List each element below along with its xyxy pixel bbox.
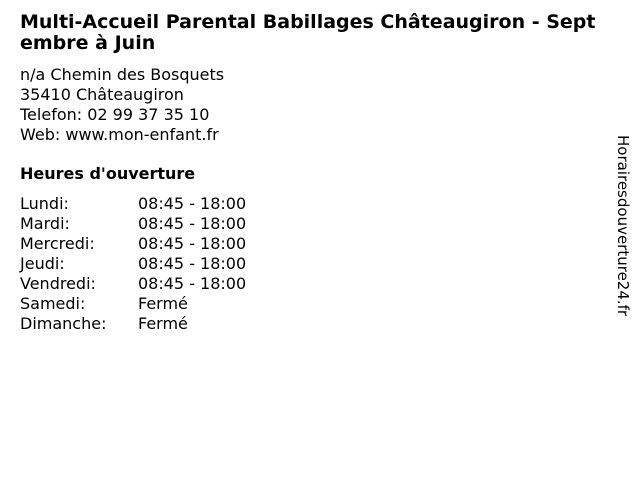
hours-row <box>20 194 246 214</box>
time-value: Fermé <box>138 314 188 333</box>
city-address: 35410 Châteaugiron <box>20 85 184 104</box>
time-value: 08:45 - 18:00 <box>138 254 247 273</box>
hours-row <box>20 234 246 254</box>
hours-row <box>20 214 246 234</box>
page-title: Multi-Accueil Parental Babillages Châteaugiron - Septembre à Juin <box>20 11 596 54</box>
hours-row <box>20 274 246 294</box>
time-value: Fermé <box>138 294 188 313</box>
time-value: 08:45 - 18:00 <box>138 214 247 233</box>
hours-row <box>20 254 246 274</box>
day-label: Lundi: <box>20 194 69 213</box>
day-label: Vendredi: <box>20 274 96 293</box>
time-value: 08:45 - 18:00 <box>138 274 247 293</box>
street-address: n/a Chemin des Bosquets <box>20 65 225 84</box>
hours-row <box>20 314 246 334</box>
time-value: 08:45 - 18:00 <box>138 234 247 253</box>
website: Web: www.mon-enfant.fr <box>20 125 219 144</box>
time-value: 08:45 - 18:00 <box>138 194 247 213</box>
hours-row <box>20 294 246 314</box>
day-label: Mardi: <box>20 214 70 233</box>
phone-number: Telefon: 02 99 37 35 10 <box>20 105 210 124</box>
day-label: Mercredi: <box>20 234 95 253</box>
day-label: Samedi: <box>20 294 86 313</box>
site-watermark: Horairesdouverture24.fr <box>614 135 632 317</box>
address-block <box>20 65 224 145</box>
day-label: Dimanche: <box>20 314 107 333</box>
day-label: Jeudi: <box>20 254 65 273</box>
hours-heading: Heures d'ouverture <box>20 164 196 183</box>
hours-table <box>20 194 246 334</box>
